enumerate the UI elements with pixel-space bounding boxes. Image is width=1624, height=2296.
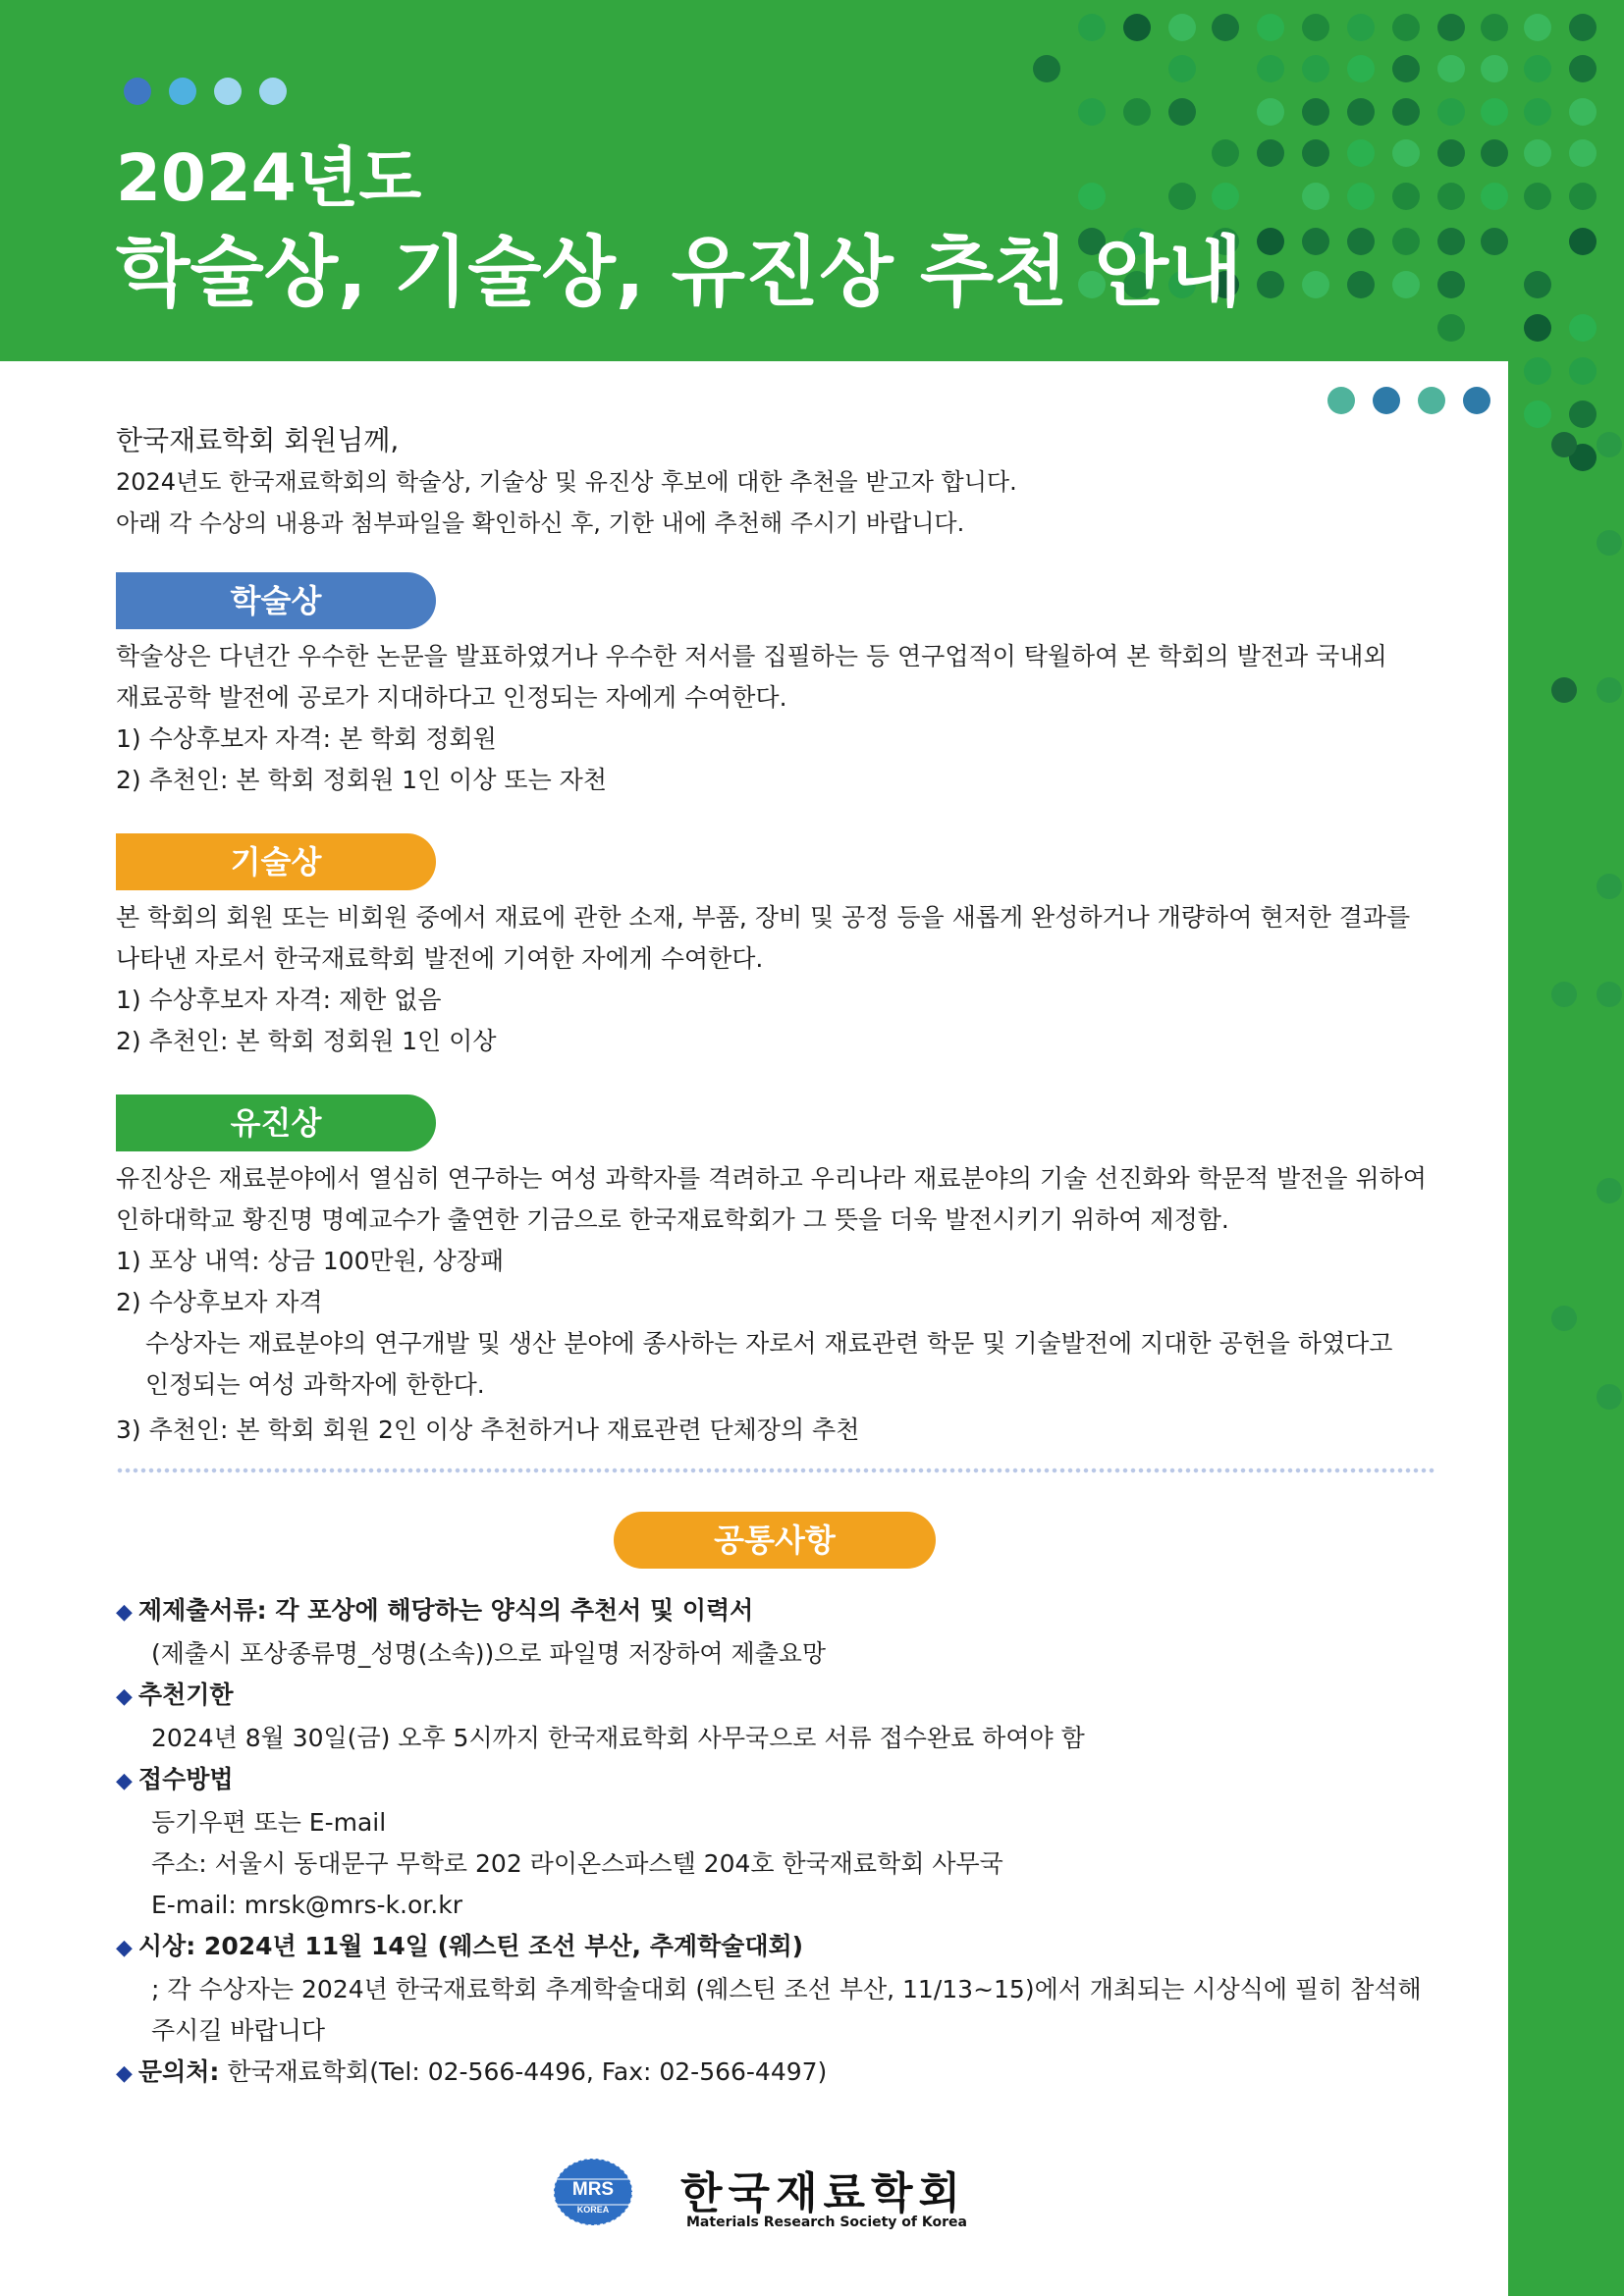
intro-line-2: 아래 각 수상의 내용과 첨부파일을 확인하신 후, 기한 내에 추천해 주시기 바랍니다. (116, 509, 965, 537)
diamond-bullet-icon: ◆ (116, 1769, 133, 1793)
mrs-korea-logo-icon (553, 2158, 633, 2226)
tech-desc-2: 나타낸 자로서 한국재료학회 발전에 기여한 자에게 수여한다. (116, 944, 764, 973)
academic-desc-1: 학술상은 다년간 우수한 논문을 발표하였거나 우수한 저서를 집필하는 등 연구업적이 탁월하여 본 학회의 발전과 국내외 (116, 642, 1387, 670)
pattern-dot (1524, 400, 1551, 428)
pattern-dot (1168, 55, 1196, 82)
pattern-dot (1347, 228, 1375, 255)
method-sub-1: 등기우편 또는 E-mail (151, 1808, 387, 1837)
pattern-dot (1392, 98, 1420, 126)
pattern-dot (1392, 55, 1420, 82)
pattern-dot (1302, 98, 1329, 126)
pattern-dot (1524, 183, 1551, 210)
pattern-dot (1078, 14, 1106, 41)
ceremony-sub-2: 주시길 바랍니다 (151, 2016, 325, 2045)
pattern-dot (1302, 55, 1329, 82)
title-dot-4 (259, 78, 287, 105)
academic-item-2: 2) 추천인: 본 학회 정회원 1인 이상 또는 자천 (116, 766, 607, 794)
accent-dot (1373, 387, 1400, 414)
pattern-dot (1212, 183, 1239, 210)
pattern-dot (1481, 98, 1508, 126)
pattern-dot (1524, 139, 1551, 167)
pattern-dot (1302, 183, 1329, 210)
pattern-dot (1569, 183, 1597, 210)
method-head: 접수방법 (137, 1765, 234, 1793)
title-dot-3 (214, 78, 242, 105)
pattern-dot (1437, 314, 1465, 342)
pattern-dot (1392, 271, 1420, 298)
method-row (116, 1759, 1422, 1802)
title-dot-2 (169, 78, 196, 105)
band-dot (1597, 874, 1622, 899)
academic-desc-2: 재료공학 발전에 공로가 지대하다고 인정되는 자에게 수여한다. (116, 683, 787, 712)
footer-logo (553, 2158, 965, 2236)
pattern-dot (1302, 271, 1329, 298)
deadline-head: 추천기한 (137, 1681, 234, 1709)
pattern-dot (1392, 183, 1420, 210)
band-dot (1597, 677, 1622, 703)
pattern-dot (1392, 14, 1420, 41)
deadline-row (116, 1675, 1422, 1718)
yujin-item-2-sub-2: 인정되는 여성 과학자에 한한다. (145, 1370, 485, 1399)
pattern-dot (1481, 183, 1508, 210)
academic-award-label: 학술상 (116, 572, 436, 629)
yujin-desc-1: 유진상은 재료분야에서 열심히 연구하는 여성 과학자를 격려하고 우리나라 재료분야의 기술 선진화와 학문적 발전을 위하여 (116, 1164, 1427, 1193)
contact-row (116, 2052, 1422, 2095)
intro-text (116, 420, 1017, 544)
accent-dot (1463, 387, 1490, 414)
pattern-dot (1168, 14, 1196, 41)
pattern-dot (1569, 139, 1597, 167)
band-dot (1597, 530, 1622, 556)
pattern-dot (1437, 228, 1465, 255)
pattern-dot (1257, 55, 1284, 82)
pattern-dot (1212, 139, 1239, 167)
pattern-dot (1437, 55, 1465, 82)
academic-item-1: 1) 수상후보자 자격: 본 학회 정회원 (116, 724, 497, 753)
page-title: 학술상, 기술상, 유진상 추천 안내 (116, 229, 1243, 317)
pattern-dot (1437, 139, 1465, 167)
section-divider (116, 1467, 1436, 1476)
accent-dot (1327, 387, 1355, 414)
pattern-dot (1569, 14, 1597, 41)
ceremony-row (116, 1926, 1422, 1969)
org-name-korean: 한국재료학회 (680, 2168, 967, 2218)
docs-sub: (제출시 포상종류명_성명(소속))으로 파일명 저장하여 제출요망 (151, 1639, 827, 1668)
band-dot (1551, 982, 1577, 1007)
pattern-dot (1524, 357, 1551, 385)
diamond-bullet-icon: ◆ (116, 1600, 133, 1625)
pattern-dot (1257, 228, 1284, 255)
tech-award-body (116, 897, 1410, 1062)
yujin-item-3: 3) 추천인: 본 학회 회원 2인 이상 추천하거나 재료관련 단체장의 추천 (116, 1415, 860, 1444)
intro-line-1: 2024년도 한국재료학회의 학술상, 기술상 및 유진상 후보에 대한 추천을 받고자 합니다. (116, 468, 1017, 496)
pattern-dot (1437, 14, 1465, 41)
pattern-dot (1524, 98, 1551, 126)
yujin-award-label: 유진상 (116, 1095, 436, 1151)
pattern-dot (1078, 183, 1106, 210)
logo-text-top: MRS (571, 2179, 615, 2200)
pattern-dot (1078, 98, 1106, 126)
pattern-dot (1392, 228, 1420, 255)
common-label: 공통사항 (614, 1512, 936, 1569)
pattern-dot (1481, 14, 1508, 41)
deadline-sub: 2024년 8월 30일(금) 오후 5시까지 한국재료학회 사무국으로 서류 접수완료 하여야 함 (151, 1724, 1085, 1752)
yujin-item-2-sub-1: 수상자는 재료분야의 연구개발 및 생산 분야에 종사하는 자로서 재료관련 학문 및 기술발전에 지대한 공헌을 하였다고 (145, 1329, 1393, 1358)
pattern-dot (1347, 271, 1375, 298)
pattern-dot (1168, 183, 1196, 210)
pattern-dot (1347, 55, 1375, 82)
band-dot (1597, 1178, 1622, 1203)
pattern-dot (1033, 55, 1060, 82)
pattern-dot (1524, 14, 1551, 41)
common-notes (116, 1590, 1422, 2095)
pattern-dot (1569, 98, 1597, 126)
pattern-dot (1437, 98, 1465, 126)
intro-greeting: 한국재료학회 회원님께, (116, 424, 400, 456)
yujin-item-1: 1) 포상 내역: 상금 100만원, 상장패 (116, 1247, 505, 1275)
pattern-dot (1212, 14, 1239, 41)
pattern-dot (1123, 14, 1151, 41)
contact-value: 한국재료학회(Tel: 02-566-4496, Fax: 02-566-4497) (227, 2057, 828, 2086)
band-dot (1597, 982, 1622, 1007)
yujin-award-body (116, 1158, 1427, 1451)
pattern-dot (1569, 400, 1597, 428)
pattern-dot (1524, 314, 1551, 342)
pattern-dot (1524, 55, 1551, 82)
org-name-english: Materials Research Society of Korea (686, 2215, 967, 2230)
pattern-dot (1302, 228, 1329, 255)
pattern-dot (1569, 228, 1597, 255)
ceremony-head: 시상: 2024년 11월 14일 (웨스틴 조선 부산, 추계학술대회) (137, 1932, 804, 1960)
pattern-dot (1257, 139, 1284, 167)
docs-row (116, 1590, 1422, 1633)
diamond-bullet-icon: ◆ (116, 1684, 133, 1709)
tech-desc-1: 본 학회의 회원 또는 비회원 중에서 재료에 관한 소재, 부품, 장비 및 공정 등을 새롭게 완성하거나 개량하여 현저한 결과를 (116, 903, 1411, 932)
pattern-dot (1302, 139, 1329, 167)
pattern-dot (1437, 271, 1465, 298)
tech-item-1: 1) 수상후보자 자격: 제한 없음 (116, 986, 442, 1014)
academic-award-body (116, 636, 1387, 801)
pattern-dot (1569, 55, 1597, 82)
tech-item-2: 2) 추천인: 본 학회 정회원 1인 이상 (116, 1027, 497, 1055)
pattern-dot (1347, 14, 1375, 41)
diamond-bullet-icon: ◆ (116, 1936, 133, 1960)
ceremony-sub-1: ; 각 수상자는 2024년 한국재료학회 추계학술대회 (웨스틴 조선 부산, 11/13~15)에서 개최되는 시상식에 필히 참석해 (151, 1975, 1422, 2003)
band-dot (1597, 1384, 1622, 1410)
contact-head: 문의처: (137, 2057, 220, 2086)
docs-head: 제제출서류: 각 포상에 해당하는 양식의 추천서 및 이력서 (137, 1596, 754, 1625)
pattern-dot (1168, 98, 1196, 126)
pattern-dot (1481, 139, 1508, 167)
pattern-dot (1257, 271, 1284, 298)
pattern-dot (1123, 98, 1151, 126)
pattern-dot (1569, 314, 1597, 342)
pattern-dot (1392, 139, 1420, 167)
diamond-bullet-icon: ◆ (116, 2061, 133, 2086)
pattern-dot (1302, 14, 1329, 41)
method-sub-2: 주소: 서울시 동대문구 무학로 202 라이온스파스텔 204호 한국재료학회 사무국 (151, 1849, 1003, 1878)
pattern-dot (1569, 357, 1597, 385)
yujin-desc-2: 인하대학교 황진명 명예교수가 출연한 기금으로 한국재료학회가 그 뜻을 더욱 발전시키기 위하여 제정함. (116, 1205, 1229, 1234)
band-dot (1597, 432, 1622, 457)
pattern-dot (1524, 271, 1551, 298)
band-dot (1551, 677, 1577, 703)
method-sub-3: E-mail: mrsk@mrs-k.or.kr (151, 1891, 462, 1919)
accent-dot (1418, 387, 1445, 414)
pattern-dot (1257, 14, 1284, 41)
tech-award-label: 기술상 (116, 833, 436, 890)
pattern-dot (1347, 183, 1375, 210)
pattern-dot (1481, 55, 1508, 82)
band-dot (1551, 432, 1577, 457)
logo-text-bottom: KOREA (576, 2205, 610, 2215)
pattern-dot (1437, 183, 1465, 210)
title-dot-1 (124, 78, 151, 105)
yujin-item-2: 2) 수상후보자 자격 (116, 1288, 323, 1316)
page-title-year: 2024년도 (116, 140, 422, 216)
band-dot (1551, 1306, 1577, 1331)
pattern-dot (1257, 98, 1284, 126)
pattern-dot (1347, 98, 1375, 126)
pattern-dot (1347, 139, 1375, 167)
right-green-band (1508, 0, 1624, 2296)
pattern-dot (1481, 228, 1508, 255)
